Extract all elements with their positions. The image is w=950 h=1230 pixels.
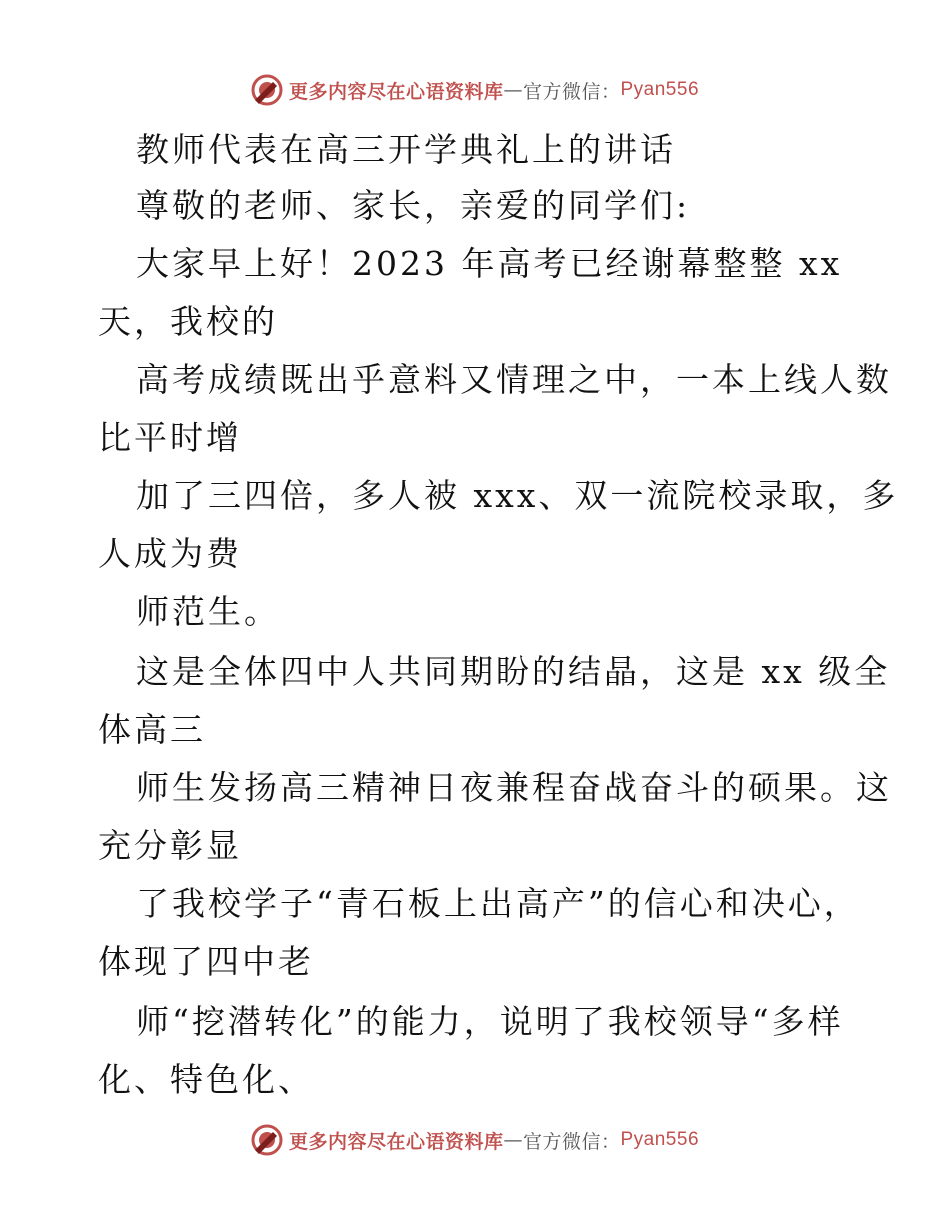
text-line: 体高三 bbox=[98, 710, 206, 749]
text-line: 大家早上好！2023 年高考已经谢幕整整 xx bbox=[136, 244, 843, 283]
pen-logo-icon bbox=[251, 1124, 283, 1156]
watermark-dash: — bbox=[503, 1129, 523, 1151]
watermark-id: Pyan556 bbox=[620, 79, 700, 100]
text-line: 加了三四倍，多人被 xxx、双一流院校录取，多 bbox=[136, 476, 899, 515]
watermark-site: 更多内容尽在心语资料库 bbox=[288, 80, 504, 103]
text-line: 天，我校的 bbox=[98, 302, 278, 341]
watermark-dash: — bbox=[503, 79, 523, 101]
text-line: 师范生。 bbox=[136, 592, 280, 631]
watermark-label: 官方微信： bbox=[522, 80, 621, 103]
text-line: 化、特色化、 bbox=[98, 1060, 314, 1099]
text-line: 充分彰显 bbox=[98, 826, 242, 865]
header-watermark bbox=[0, 70, 950, 110]
text-line: 人成为费 bbox=[98, 534, 242, 573]
footer-watermark bbox=[0, 1120, 950, 1160]
text-line: 这是全体四中人共同期盼的结晶，这是 xx 级全 bbox=[136, 652, 891, 691]
text-line: 了我校学子“青石板上出高产”的信心和决心， bbox=[136, 884, 860, 923]
watermark-id: Pyan556 bbox=[620, 1129, 700, 1150]
pen-logo-icon bbox=[251, 74, 283, 106]
text-line: 师生发扬高三精神日夜兼程奋战奋斗的硕果。这 bbox=[136, 768, 892, 807]
text-line: 体现了四中老 bbox=[98, 942, 314, 981]
text-line: 师“挖潜转化”的能力，说明了我校领导“多样 bbox=[136, 1002, 844, 1041]
text-line: 高考成绩既出乎意料又情理之中，一本上线人数 bbox=[136, 360, 892, 399]
text-line: 尊敬的老师、家长，亲爱的同学们: bbox=[136, 186, 691, 225]
text-line: 比平时增 bbox=[98, 418, 242, 457]
document-title: 教师代表在高三开学典礼上的讲话 bbox=[136, 130, 676, 169]
watermark-site: 更多内容尽在心语资料库 bbox=[288, 1130, 504, 1153]
watermark-label: 官方微信： bbox=[522, 1130, 621, 1153]
